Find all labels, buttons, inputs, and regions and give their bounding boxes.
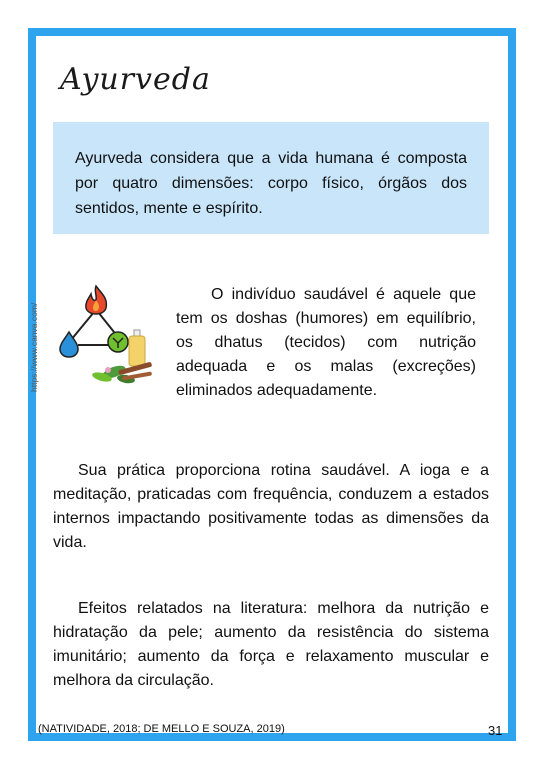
citation: (NATIVIDADE, 2018; DE MELLO E SOUZA, 2019) xyxy=(38,723,285,735)
intro-box xyxy=(53,122,489,234)
intro-text: Ayurveda considera que a vida humana é composta por quatro dimensões: corpo físico, órgãos dos sentidos, mente e espírito. xyxy=(75,150,467,217)
paragraph-healthy-individual: O indivíduo saudável é aquele que tem os doshas (humores) em equilíbrio, os dhatus (tecidos) com nutrição adequada e os malas (excreções) eliminados adequadamente. xyxy=(176,286,476,399)
page-number: 31 xyxy=(488,723,503,738)
herbs-icon xyxy=(91,362,152,385)
paragraph-practice: Sua prática proporciona rotina saudável. A ioga e a meditação, praticadas com frequência, conduzem a estados internos impactando positivamente todas as dimensões da vida. xyxy=(53,462,489,551)
paragraph-effects: Efeitos relatados na literatura: melhora da nutrição e hidratação da pele; aumento da resistência do sistema imunitário; aumento da força e relaxamento muscular e melhora da circulação. xyxy=(53,600,489,689)
side-url: https://www.canva.com/ xyxy=(29,302,39,392)
oil-bottle-icon xyxy=(129,330,145,366)
page-title: Ayurveda xyxy=(60,62,211,97)
fire-icon xyxy=(86,286,107,314)
air-circle-icon xyxy=(108,332,128,352)
ayurveda-doshas-icon xyxy=(56,282,166,392)
